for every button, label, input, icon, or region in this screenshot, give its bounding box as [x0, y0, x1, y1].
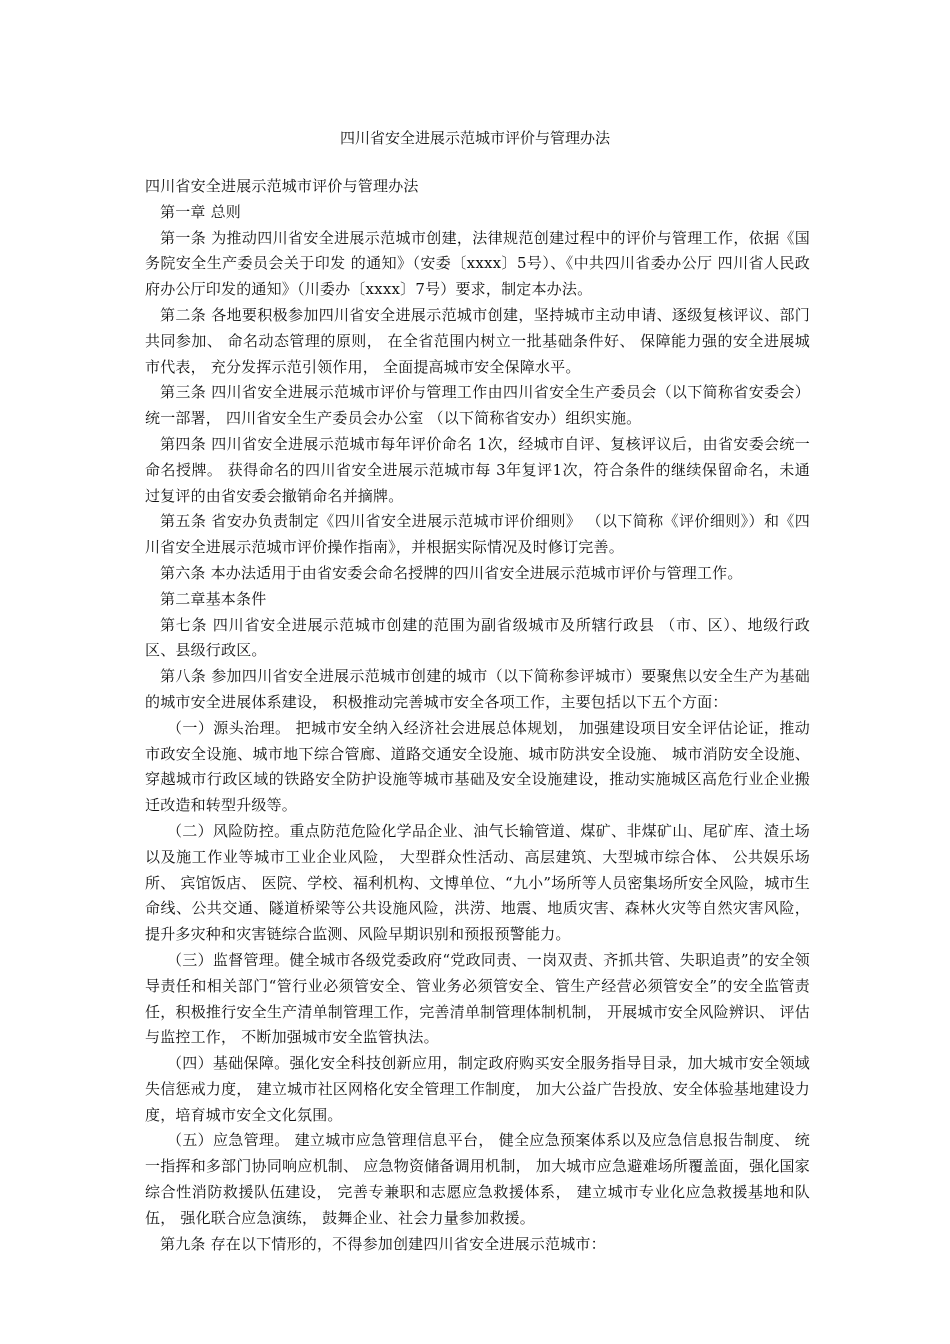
article-3: 第三条 四川省安全进展示范城市评价与管理工作由四川省安全生产委员会（以下简称省安委会） 统一部署， 四川省安全生产委员会办公室 （以下简称省安办）组织实施。	[145, 383, 810, 428]
document-title: 四川省安全进展示范城市评价与管理办法	[339, 129, 610, 147]
article-9: 第九条 存在以下情形的，不得参加创建四川省安全进展示范城市：	[160, 1234, 606, 1253]
body-heading: 四川省安全进展示范城市评价与管理办法	[145, 177, 419, 195]
article-4: 第四条 四川省安全进展示范城市每年评价命名 1次，经城市自评、复核评议后，由省安委会统一命名授牌。 获得命名的四川省安全进展示范城市每 3年复评1次，符合条件的继续保留命名，未通过复评的由省安委会撤销命名并摘牌。	[145, 434, 810, 505]
chapter-heading-2: 第二章基本条件	[160, 589, 267, 608]
article-5: 第五条 省安办负责制定《四川省安全进展示范城市评价细则》 （以下简称《评价细则》）和《四川省安全进展示范城市评价操作指南》，并根据实际情况及时修订完善。	[145, 512, 810, 557]
article-1: 第一条 为推动四川省安全进展示范城市创建，法律规范创建过程中的评价与管理工作，依据《国务院安全生产委员会关于印发 的通知》（安委〔xxxx〕5号）、《中共四川省委办公厅 四川省人民政府办公厅印发的通知》（川委办〔xxxx〕7号）要求，制定本办法。	[145, 228, 810, 299]
article-8-item-3: （三）监督管理。健全城市各级党委政府“党政同责、一岗双责、齐抓共管、失职追责”的安全领导责任和相关部门“管行业必须管安全、管业务必须管安全、管生产经营必须管安全”的安全监管责任，积极推行安全生产清单制管理工作，完善清单制管理体制机制， 开展城市安全风险辨识、 评估与监控工作， 不断加强城市安全监管执法。	[145, 950, 810, 1047]
article-6: 第六条 本办法适用于由省安委会命名授牌的四川省安全进展示范城市评价与管理工作。	[160, 563, 743, 582]
document-body	[145, 174, 810, 1257]
article-2: 第二条 各地要积极参加四川省安全进展示范城市创建，坚持城市主动申请、逐级复核评议、部门共同参加、 命名动态管理的原则， 在全省范围内树立一批基础条件好、 保障能力强的安全进展城市代表， 充分发挥示范引领作用， 全面提高城市安全保障水平。	[145, 305, 810, 376]
article-8-item-1: （一）源头治理。 把城市安全纳入经济社会进展总体规划， 加强建设项目安全评估论证，推动市政安全设施、城市地下综合管廊、道路交通安全设施、城市防洪安全设施、 城市消防安全设施、 穿越城市行政区域的铁路安全防护设施等城市基础及安全设施建设，推动实施城区高危行业企业搬迁改造和转型升级等。	[145, 718, 810, 815]
article-7: 第七条 四川省安全进展示范城市创建的范围为副省级城市及所辖行政县 （市、区）、地级行政区、县级行政区。	[145, 615, 810, 660]
article-8-item-5: （五）应急管理。 建立城市应急管理信息平台， 健全应急预案体系以及应急信息报告制度、 统一指挥和多部门协同响应机制、 应急物资储备调用机制， 加大城市应急避难场所覆盖面，强化国家综合性消防救援队伍建设， 完善专兼职和志愿应急救援体系， 建立城市专业化应急救援基地和队伍， 强化联合应急演练， 鼓舞企业、社会力量参加救援。	[145, 1131, 810, 1227]
article-8-item-2: （二）风险防控。重点防范危险化学品企业、油气长输管道、煤矿、非煤矿山、尾矿库、渣土场以及施工作业等城市工业企业风险， 大型群众性活动、高层建筑、大型城市综合体、 公共娱乐场所、 宾馆饭店、 医院、学校、福利机构、文博单位、“九小”场所等人员密集场所安全风险，城市生命线、公共交通、隧道桥梁等公共设施风险，洪涝、地震、地质灾害、森林火灾等自然灾害风险，提升多灾种和灾害链综合监测、风险早期识别和预报预警能力。	[145, 821, 810, 944]
chapter-heading-1: 第一章 总则	[160, 202, 241, 221]
article-8-item-4: （四）基础保障。强化安全科技创新应用，制定政府购买安全服务指导目录，加大城市安全领域失信惩戒力度， 建立城市社区网格化安全管理工作制度， 加大公益广告投放、安全体验基地建设力度，培育城市安全文化氛围。	[145, 1054, 810, 1124]
article-8: 第八条 参加四川省安全进展示范城市创建的城市（以下简称参评城市）要聚焦以安全生产为基础的城市安全进展体系建设， 积极推动完善城市安全各项工作，主要包括以下五个方面：	[145, 667, 810, 711]
